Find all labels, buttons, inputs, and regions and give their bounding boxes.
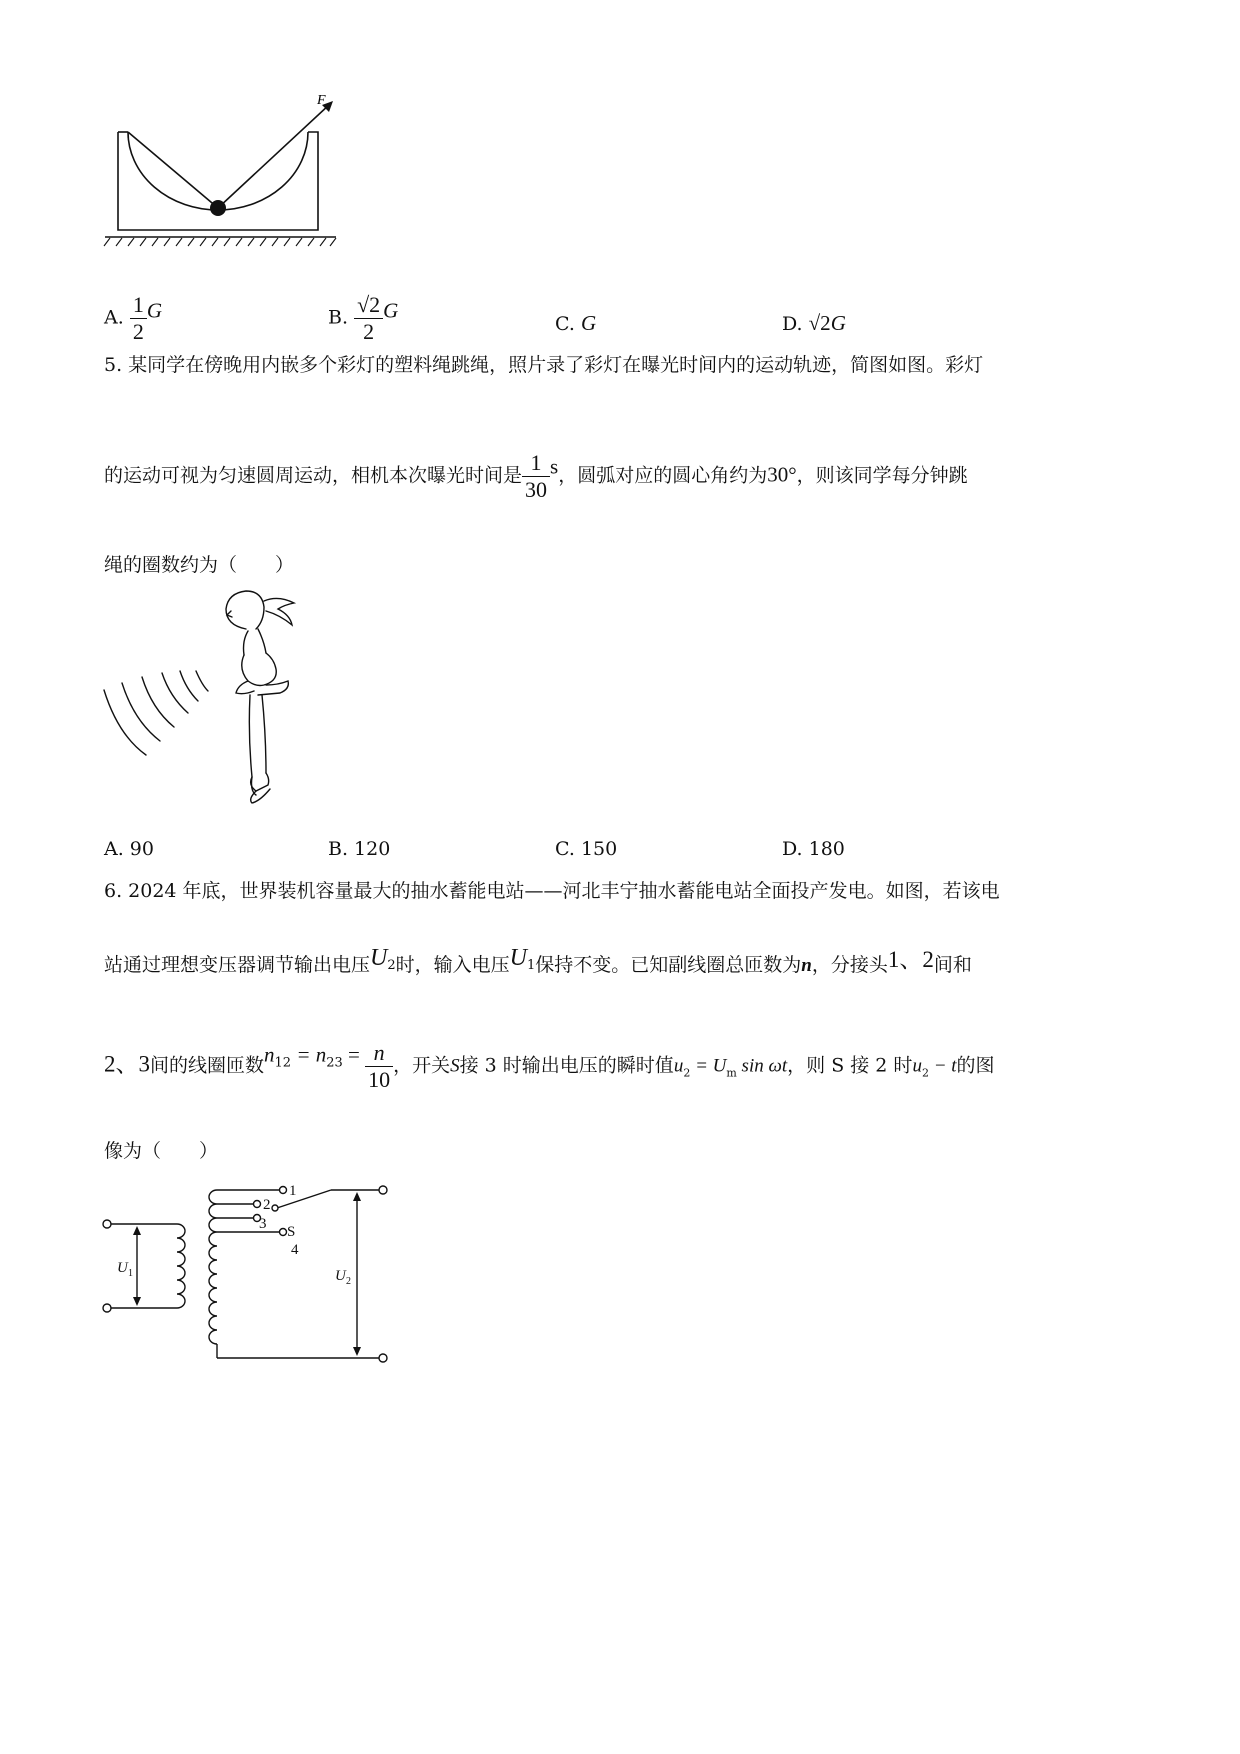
bowl-force-figure <box>100 90 360 250</box>
q5-line-3: 绳的圈数约为（ ） <box>104 554 295 576</box>
exposure-fraction: $\frac{1}{30}$ <box>522 450 550 503</box>
tap-2-label: 2 <box>263 1197 271 1213</box>
q5-option-d: D. 180 <box>782 838 845 860</box>
ball <box>210 200 226 216</box>
svg-text:1: 1 <box>128 1268 133 1279</box>
q6-line-2: 站通过理想变压器调节输出电压U2时，输入电压U1保持不变。已知副线圈总匝数为n，分接头1、2间和 <box>104 945 972 976</box>
q6-line-1: 6. 2024 年底，世界装机容量最大的抽水蓄能电站——河北丰宁抽水蓄能电站全面投产发电。如图，若该电 <box>104 880 1000 902</box>
tap-4-label: 4 <box>291 1242 299 1258</box>
force-label: F <box>317 93 326 108</box>
tap-1-label: 1 <box>289 1183 297 1199</box>
q4-option-c: C. G <box>555 311 597 335</box>
tap-3-label: 3 <box>259 1216 267 1232</box>
q4-option-d: D. √2G <box>782 311 846 335</box>
fraction: $\frac{√2}{2}$ <box>354 292 383 345</box>
turns-fraction: $\frac{n}{10}$ <box>365 1040 393 1093</box>
fraction: $\frac{1}{2}$ <box>130 292 147 345</box>
q6-line-3: 2、3间的线圈匝数$n^{12} = n^{23}$ = $\frac{n}{10}$ ，开关S接 3 时输出电压的瞬时值$u_2 = U_m$ sin ωt，则 S 接 2 时$u_2 - t$的图 <box>104 1040 995 1092</box>
switch-label: S <box>287 1224 296 1240</box>
u1-label: U <box>117 1260 128 1276</box>
transformer-circuit <box>95 1168 405 1378</box>
q5-option-c: C. 150 <box>555 838 618 860</box>
q5-line-2: 的运动可视为匀速圆周运动，相机本次曝光时间是 $\frac{1}{30}$ s，圆弧对应的圆心角约为30°，则该同学每分钟跳 <box>104 450 968 502</box>
q6-line-4: 像为（ ） <box>104 1140 219 1162</box>
q4-option-b: B. $\frac{√2}{2}$ G <box>328 292 399 344</box>
q5-line-1: 5. 某同学在傍晚用内嵌多个彩灯的塑料绳跳绳，照片录了彩灯在曝光时间内的运动轨迹，简图如图。彩灯 <box>104 354 984 376</box>
q5-option-a: A. 90 <box>104 838 154 860</box>
jump-rope-figure <box>98 585 308 810</box>
svg-text:2: 2 <box>346 1276 351 1287</box>
u2-label: U <box>335 1268 346 1284</box>
q4-option-a: A. $\frac{1}{2}$ G <box>104 292 162 344</box>
q5-option-b: B. 120 <box>328 838 391 860</box>
